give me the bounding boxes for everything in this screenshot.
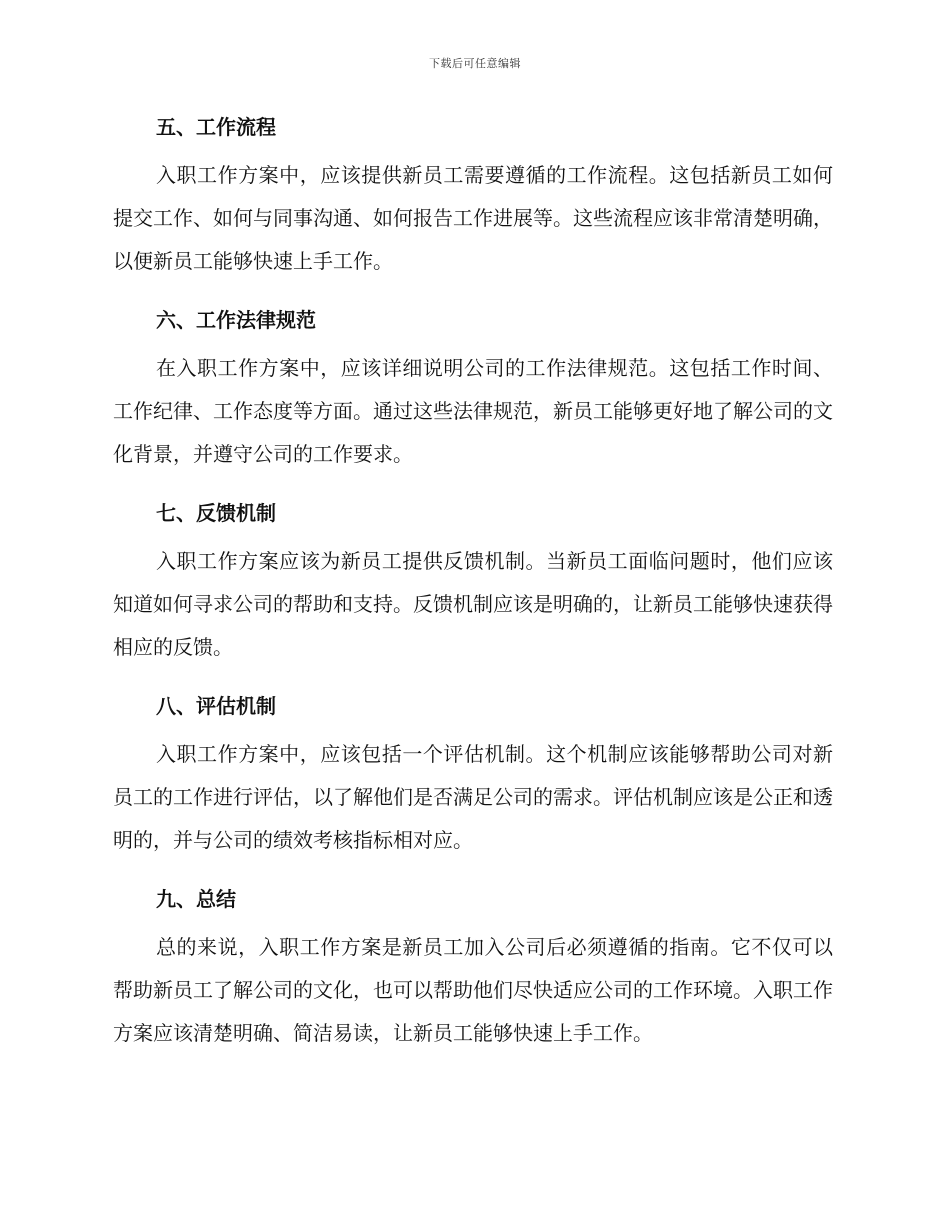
section-heading: 七、反馈机制: [156, 501, 276, 525]
section-heading: 五、工作流程: [156, 115, 276, 139]
document-content: [113, 110, 833, 1075]
section-body: 在入职工作方案中，应该详细说明公司的工作法律规范。这包括工作时间、工作纪律、工作态度等方面。通过这些法律规范，新员工能够更好地了解公司的文化背景，并遵守公司的工作要求。: [113, 356, 833, 466]
section-body: 入职工作方案中，应该提供新员工需要遵循的工作流程。这包括新员工如何提交工作、如何与同事沟通、如何报告工作进展等。这些流程应该非常清楚明确，以便新员工能够快速上手工作。: [113, 163, 833, 273]
section-heading: 九、总结: [156, 887, 236, 911]
section-heading: 六、工作法律规范: [156, 308, 316, 332]
section-body: 入职工作方案应该为新员工提供反馈机制。当新员工面临问题时，他们应该知道如何寻求公司的帮助和支持。反馈机制应该是明确的，让新员工能够快速获得相应的反馈。: [113, 549, 833, 659]
header-note: 下载后可任意编辑: [429, 57, 521, 70]
section-body: 入职工作方案中，应该包括一个评估机制。这个机制应该能够帮助公司对新员工的工作进行评估，以了解他们是否满足公司的需求。评估机制应该是公正和透明的，并与公司的绩效考核指标相对应。: [113, 742, 833, 852]
section-legal-norms: [113, 303, 833, 476]
section-workflow: [113, 110, 833, 283]
section-summary: [113, 882, 833, 1055]
section-evaluation: [113, 689, 833, 862]
section-feedback: [113, 496, 833, 669]
section-heading: 八、评估机制: [156, 694, 276, 718]
section-body: 总的来说，入职工作方案是新员工加入公司后必须遵循的指南。它不仅可以帮助新员工了解公司的文化，也可以帮助他们尽快适应公司的工作环境。入职工作方案应该清楚明确、简洁易读，让新员工能够快速上手工作。: [113, 935, 833, 1045]
